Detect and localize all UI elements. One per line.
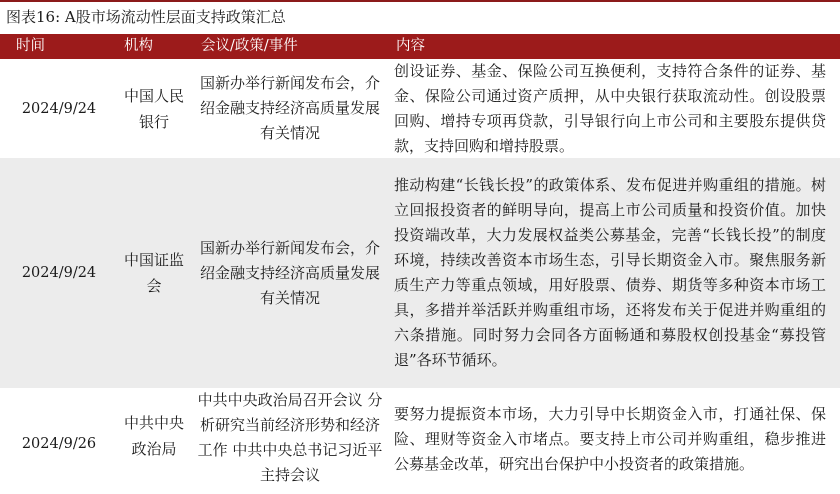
row-org: 中共中央政治局	[123, 414, 184, 458]
row-org: 中国证监会	[123, 251, 184, 295]
row-content: 要努力提振资本市场，大力引导中长期资金入市，打通社保、保险、理财等资金入市堵点。要支持上市公司并购重组，稳步推进公募基金改革，研究出台保护中小投资者的政策措施。	[394, 405, 826, 473]
table-row	[0, 158, 840, 388]
table-header	[0, 34, 840, 59]
row-content: 创设证券、基金、保险公司互换便利，支持符合条件的证券、基金、保险公司通过资产质押，从中央银行获取流动性。创设股票回购、增持专项再贷款，引导银行向上市公司和主要股东提供贷款，支持回购和增持股票。	[394, 61, 826, 155]
row-event: 国新办举行新闻发布会，介绍金融支持经济高质量发展有关情况	[199, 74, 380, 142]
row-time: 2024/9/26	[21, 436, 97, 452]
column-header-org: 机构	[124, 38, 153, 54]
table-row	[0, 59, 840, 158]
row-time: 2024/9/24	[21, 265, 97, 281]
row-org: 中国人民银行	[123, 86, 184, 131]
row-content: 推动构建“长钱长投”的政策体系、发布促进并购重组的措施。树立回报投资者的鲜明导向，提高上市公司质量和投资价值。加快投资端改革，大力发展权益类公募基金，完善“长钱长投”的制度环境，持续改善资本市场生态，引导长期资金入市。聚焦服务新质生产力等重点领域，用好股票、债券、期货等多种资本市场工具，多措并举活跃并购重组市场，还将发布关于促进并购重组的六条措施。同时努力会同各方面畅通和募股权创投基金“募投管退”各环节循环。	[394, 176, 826, 369]
figure-caption: 图表16: A股市场流动性层面支持政策汇总	[0, 0, 840, 30]
row-time: 2024/9/24	[21, 100, 97, 117]
column-header-time: 时间	[16, 38, 45, 54]
row-event: 国新办举行新闻发布会，介绍金融支持经济高质量发展有关情况	[199, 238, 380, 307]
column-header-content: 内容	[396, 38, 425, 54]
column-header-event: 会议/政策/事件	[201, 38, 298, 54]
row-event: 中共中央政治局召开会议 分析研究当前经济形势和经济工作 中共中央总书记习近平主持会议	[197, 391, 383, 484]
table-row	[0, 388, 840, 494]
